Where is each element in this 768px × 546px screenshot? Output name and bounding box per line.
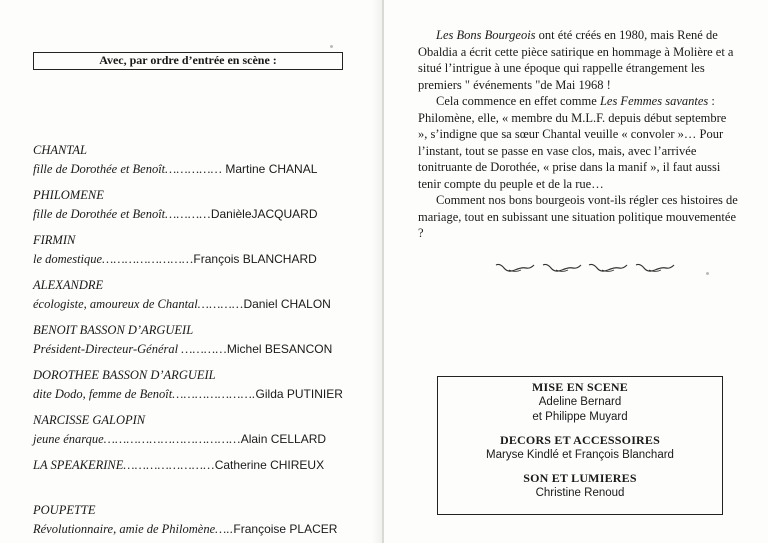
dot-leader: ……………………………… xyxy=(103,432,241,446)
role-description: écologiste, amoureux de Chantal xyxy=(33,297,198,311)
intro-paragraph-text: ont été créés en 1980, mais René de Obaldia a écrit cette pièce satirique en hommage à Molière et a situé l’intrigue à une époque qui rappelle étrangement les premiers " événements "de Mai 1968 ! xyxy=(418,28,734,92)
intro-paragraph-text: Cela commence en effet comme xyxy=(436,94,600,108)
credit-name: Christine Renoud xyxy=(535,487,625,499)
role-name: ALEXANDRE xyxy=(33,278,104,292)
credit-decors xyxy=(438,433,722,463)
intro-paragraph xyxy=(418,93,738,192)
intro-paragraph: Comment nos bons bourgeois vont-ils régler ces histoires de mariage, tout en subissant une situation politique mouvementée ? xyxy=(418,193,738,240)
dot-leader: …………………… xyxy=(102,252,194,266)
ornament-swash xyxy=(588,262,628,274)
fold-shadow xyxy=(372,0,382,543)
referenced-title: Les Femmes savantes xyxy=(599,94,709,108)
intro-paragraph xyxy=(418,27,738,93)
credit-title: SON ET LUMIERES xyxy=(523,471,637,485)
role-description: le domestique xyxy=(33,252,103,266)
credit-name: Adeline Bernard xyxy=(538,396,622,408)
credits-box xyxy=(437,376,723,515)
cast-list xyxy=(33,141,363,546)
role-entry xyxy=(33,411,363,456)
role-name: NARCISSE GALOPIN xyxy=(33,413,146,427)
intro-text xyxy=(418,27,738,242)
role-description: fille de Dorothée et Benoît xyxy=(33,162,166,176)
paper-speck xyxy=(330,45,333,48)
role-entry xyxy=(33,456,363,501)
paper-speck xyxy=(706,272,709,275)
role-entry xyxy=(33,321,363,366)
credit-name: et Philippe Muyard xyxy=(532,411,628,423)
actor-name: François BLANCHARD xyxy=(193,252,317,266)
actor-name: Catherine CHIREUX xyxy=(214,458,325,472)
ornament-swash xyxy=(542,262,582,274)
ornament-swash xyxy=(635,262,675,274)
role-name: PHILOMENE xyxy=(33,188,104,202)
ornament-swash xyxy=(495,262,535,274)
dot-leader: …………………. xyxy=(172,387,256,401)
role-entry xyxy=(33,231,363,276)
play-title: Les Bons Bourgeois xyxy=(436,28,536,42)
dot-leader: ………… xyxy=(197,297,244,311)
role-name: FIRMIN xyxy=(33,233,76,247)
dot-leader: ………… xyxy=(181,342,227,356)
dot-leader: ….. xyxy=(215,522,234,536)
role-description: Révolutionnaire, amie de Philomène xyxy=(33,522,216,536)
role-entry xyxy=(33,501,363,546)
actor-name: Françoise PLACER xyxy=(233,522,338,536)
role-entry xyxy=(33,141,363,186)
role-description: dite Dodo, femme de Benoît xyxy=(33,387,173,401)
dot-leader: …………………… xyxy=(123,458,215,472)
credit-son xyxy=(438,471,722,501)
credit-mise-en-scene xyxy=(438,380,722,425)
credit-title: DECORS ET ACCESSOIRES xyxy=(499,433,661,447)
role-name: CHANTAL xyxy=(33,143,87,157)
ornament-divider xyxy=(495,262,675,278)
role-description: Président-Directeur-Général xyxy=(33,342,182,356)
credit-name: Maryse Kindlé et François Blanchard xyxy=(486,449,674,461)
role-entry xyxy=(33,276,363,321)
role-name: POUPETTE xyxy=(33,503,96,517)
dot-leader: …………… xyxy=(165,162,223,176)
role-description: jeune énarque xyxy=(33,432,104,446)
actor-name: Martine CHANAL xyxy=(225,162,318,176)
cast-header: Avec, par ordre d’entrée en scène : xyxy=(33,52,343,70)
actor-name: Alain CELLARD xyxy=(240,432,327,446)
credit-title: MISE EN SCENE xyxy=(532,380,628,394)
actor-name: Gilda PUTINIER xyxy=(255,387,343,401)
actor-name: DanièleJACQUARD xyxy=(210,207,318,221)
role-description: fille de Dorothée et Benoît xyxy=(33,207,166,221)
role-entry xyxy=(33,366,363,411)
actor-name: Michel BESANCON xyxy=(226,342,333,356)
role-name: DOROTHEE BASSON D’ARGUEIL xyxy=(33,368,216,382)
dot-leader: ………… xyxy=(165,207,211,221)
intro-paragraph-text: : Philomène, elle, « membre du M.L.F. depuis début septembre », s’indigne que sa sœur Chantal veuille « convoler »… Pour l’instant, tout se passe en vase clos, mais, avec l’arrivée tonitruante de Dorothée, « prise dans la manif », il faut aussi tenir compte du peuple et de la rue… xyxy=(418,94,727,191)
role-name: LA SPEAKERINE xyxy=(33,458,124,472)
actor-name: Daniel CHALON xyxy=(243,297,331,311)
page-fold xyxy=(382,0,384,543)
role-entry xyxy=(33,186,363,231)
role-name: BENOIT BASSON D’ARGUEIL xyxy=(33,323,194,337)
